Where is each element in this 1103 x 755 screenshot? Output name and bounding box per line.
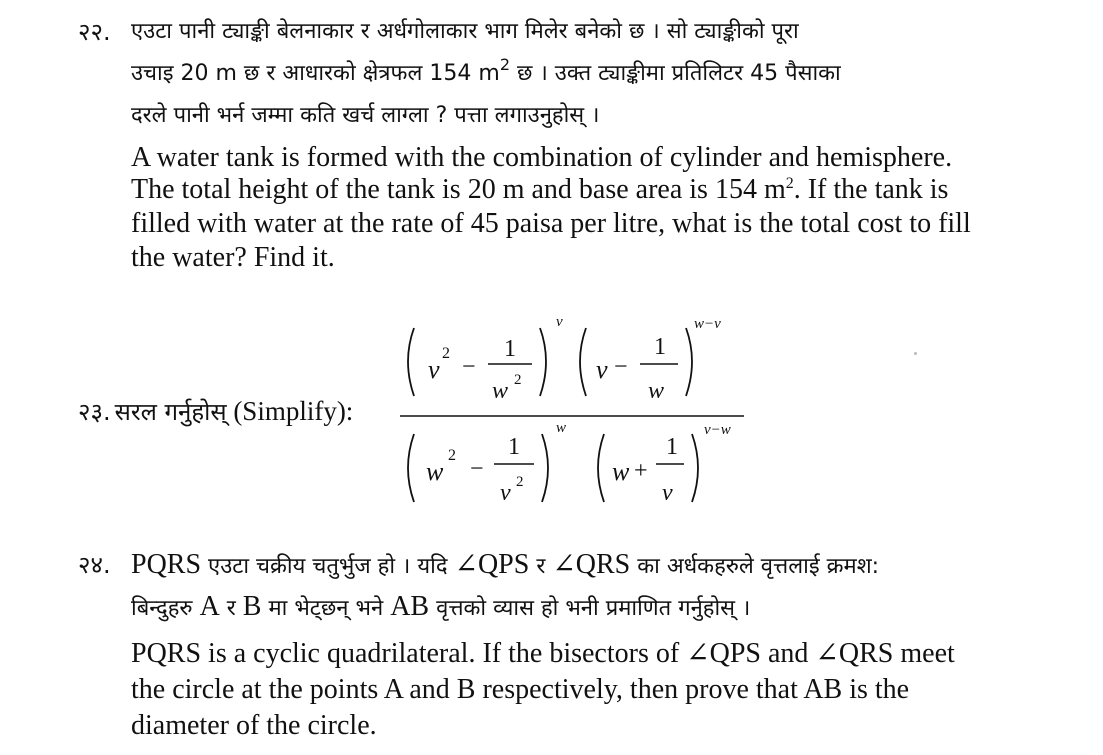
question-23-number: २३. — [78, 398, 111, 426]
q22-np-line-1: एउटा पानी ट्याङ्की बेलनाकार र अर्धगोलाकार भाग मिलेर बनेको छ । सो ट्याङ्कीको पूरा — [131, 19, 799, 44]
q24-np-line-2 — [131, 589, 1063, 627]
paren-right-4 — [692, 434, 698, 502]
paren-left-1 — [408, 328, 414, 396]
q24-np-line-2d: B — [242, 591, 262, 622]
num-frac2-w: w — [648, 378, 665, 404]
num-frac1-w-exp: 2 — [514, 372, 522, 388]
q24-en-line-3: diameter of the circle. — [131, 710, 377, 741]
q24-np-line-1 — [131, 547, 1063, 585]
q22-np-line-2 — [131, 56, 1063, 92]
q22-np-line-3: दरले पानी भर्न जम्मा कति खर्च लाग्ला ? पत्ता लगाउनुहोस् । — [131, 103, 600, 128]
q24-np-line-1d: र — [529, 554, 553, 579]
q22-np-line-2-sup: 2 — [499, 55, 511, 74]
den-frac1-v-exp: 2 — [516, 474, 524, 490]
den-frac2-one: 1 — [666, 434, 678, 460]
den-minus: − — [470, 456, 484, 482]
q22-en-line-2 — [131, 172, 1063, 208]
den-frac2-v: v — [662, 480, 673, 506]
q24-np-line-2f: AB — [390, 591, 430, 622]
num-v-base: v — [428, 355, 440, 384]
num2-v: v — [596, 355, 608, 384]
den-w-exp: 2 — [448, 447, 456, 464]
paren-left-2 — [580, 328, 586, 396]
simplify-formula — [400, 306, 780, 528]
q22-en-line-2-sup: 2 — [785, 175, 794, 192]
paren-left-3 — [408, 434, 414, 502]
num-exp-v: v — [556, 314, 563, 330]
q24-np-line-1f: का अर्धकहरुले वृत्तलाई क्रमश: — [630, 554, 880, 579]
question-23-label — [78, 395, 353, 428]
q24-np-line-2b: A — [199, 591, 220, 622]
num-frac1-one: 1 — [504, 336, 516, 362]
den2-w: w — [612, 457, 630, 486]
q22-en-line-2b: . If the tank is — [793, 174, 949, 205]
q24-np-line-1e: ∠QRS — [552, 549, 631, 580]
num-v-exp: 2 — [442, 345, 450, 362]
q24-np-line-2c: र — [219, 596, 243, 621]
question-24-number: २४. — [78, 551, 111, 579]
simplify-label-np: सरल गर्नुहोस् — [114, 398, 227, 426]
paren-right-1 — [540, 328, 546, 396]
paren-right-2 — [686, 328, 692, 396]
den-frac1-one: 1 — [508, 434, 520, 460]
scan-speck — [914, 352, 917, 355]
den-exp-w: w — [556, 420, 567, 436]
paren-left-4 — [598, 434, 604, 502]
q24-np-line-2e: मा भेट्छन् भने — [261, 596, 391, 621]
q22-np-line-2b: छ । उक्त ट्याङ्कीमा प्रतिलिटर 45 पैसाका — [510, 61, 841, 86]
num-exp-w-minus-v: w−v — [694, 316, 721, 332]
q24-np-line-2a: बिन्दुहरु — [131, 596, 200, 621]
q24-en-line-2: the circle at the points A and B respectively, then prove that AB is the — [131, 674, 910, 705]
q24-np-line-1b: एउटा चक्रीय चतुर्भुज हो । यदि — [201, 554, 455, 579]
num-minus-1: − — [462, 354, 476, 380]
q24-np-line-2g: वृत्तको व्यास हो भनी प्रमाणित गर्नुहोस् । — [429, 596, 751, 621]
den-w-base: w — [426, 457, 444, 486]
simplify-label-en: (Simplify): — [226, 396, 354, 426]
q24-np-line-1c: ∠QPS — [454, 549, 530, 580]
num-frac2-one: 1 — [654, 334, 666, 360]
q24-en-line-1: PQRS is a cyclic quadrilateral. If the bisectors of ∠QPS and ∠QRS meet — [131, 638, 955, 669]
den-plus: + — [634, 458, 648, 484]
den-exp-v-minus-w: v−w — [704, 422, 731, 438]
q22-en-line-3: filled with water at the rate of 45 paisa per litre, what is the total cost to fill — [131, 208, 971, 239]
q22-en-line-4: the water? Find it. — [131, 242, 335, 273]
question-22-number: २२. — [78, 18, 111, 46]
num-frac1-w: w — [492, 378, 509, 404]
q22-np-line-2a: उचाइ 20 m छ र आधारको क्षेत्रफल 154 m — [131, 61, 500, 86]
den-frac1-v: v — [500, 480, 511, 506]
q22-en-line-1: A water tank is formed with the combination of cylinder and hemisphere. — [131, 142, 953, 173]
num-minus-2: − — [614, 354, 628, 380]
q24-np-line-1a: PQRS — [131, 549, 202, 580]
q22-en-line-2a: The total height of the tank is 20 m and base area is 154 m — [131, 174, 786, 205]
paren-right-3 — [542, 434, 548, 502]
